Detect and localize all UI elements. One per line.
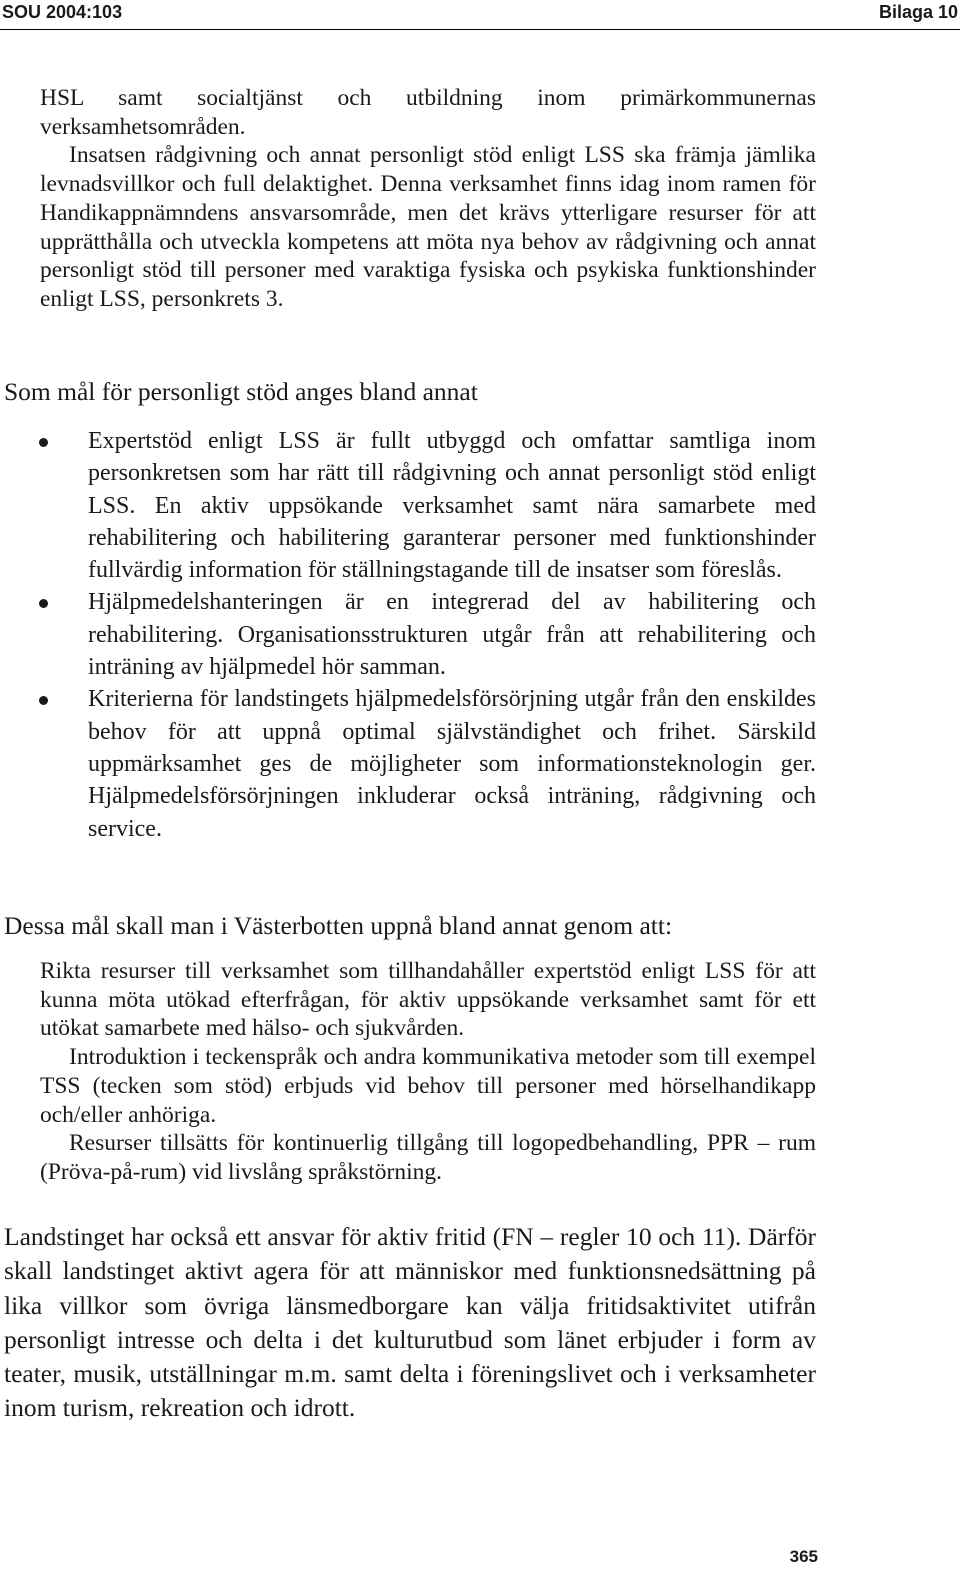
list-item <box>0 586 820 683</box>
paragraph: HSL samt socialtjänst och utbildning inom primärkommunernas verksamhetsområden. <box>40 85 816 140</box>
closing-paragraph: Landstinget har också ett ansvar för aktiv fritid (FN – regler 10 och 11). Därför skall landstinget aktivt agera för att människor med funktionsnedsättning på lika villkor som övriga länsmedborgare kan välja fritidsaktivitet utifrån personligt intresse och delta i det kulturutbud som länet erbjuder i form av teater, musik, utställningar m.m. samt delta i föreningslivet och i verksamheter inom turism, rekreation och idrott. <box>4 1222 816 1423</box>
bullet-icon <box>39 696 48 705</box>
bullet-icon <box>39 599 48 608</box>
page-header <box>0 0 960 30</box>
list-item-text: Kriterierna för landstingets hjälpmedelsförsörjning utgår från den enskildes behov för att uppnå optimal självständighet och frihet. Särskild uppmärksamhet ges de möjligheter som informationsteknologin ger. Hjälpmedelsförsörjningen inkluderar också inträning, rådgivning och service. <box>88 686 816 842</box>
paragraph: Insatsen rådgivning och annat personligt stöd enligt LSS ska främja jämlika levnadsvillkor och full delaktighet. Denna verksamhet finns idag inom ramen för Handikappnämndens ansvarsområde, men det krävs ytterligare resurser för att upprätthålla och utveckla kompetens att möta nya behov av rådgivning och annat personligt stöd till personer med varaktiga fysiska och psykiska funktionshinder enligt LSS, personkrets 3. <box>40 142 816 312</box>
intro-section <box>40 84 816 314</box>
bullet-icon <box>39 438 48 447</box>
list-item-text: Expertstöd enligt LSS är fullt utbyggd och omfattar samtliga inom personkretsen som har rätt till rådgivning och annat personligt stöd enligt LSS. En aktiv uppsökande verksamhet samt nära samarbete med rehabilitering och habilitering garanterar personer med funktionshinder fullvärdig information för ställningstagande till de insatser som föreslås. <box>88 428 816 584</box>
list-item-text: Hjälpmedelshanteringen är en integrerad del av habilitering och rehabilitering. Organisationsstrukturen utgår från att rehabilitering och inträning av hjälpmedel hör samman. <box>88 589 816 681</box>
appendix-label: Bilaga 10 <box>878 2 958 22</box>
goal-list <box>0 425 820 845</box>
lead-sentence: Som mål för personligt stöd anges bland annat <box>4 377 478 406</box>
measures-section <box>40 957 816 1187</box>
page-number: 365 <box>789 1547 818 1566</box>
paragraph: Rikta resurser till verksamhet som tillhandahåller expertstöd enligt LSS för att kunna möta utökad efterfrågan, för aktiv uppsökande verksamhet samt för ett utökat samarbete med hälso- och sjukvården. <box>40 958 816 1042</box>
list-item <box>0 425 820 586</box>
report-id: SOU 2004:103 <box>2 2 123 22</box>
paragraph: Introduktion i teckenspråk och andra kommunikativa metoder som till exempel TSS (tecken som stöd) erbjuds vid behov till personer med hörselhandikapp och/eller anhöriga. <box>40 1044 816 1128</box>
paragraph: Resurser tillsätts för kontinuerlig tillgång till logopedbehandling, PPR – rum (Pröva-på-rum) vid livslång språkstörning. <box>40 1130 816 1185</box>
lead-sentence: Dessa mål skall man i Västerbotten uppnå bland annat genom att: <box>4 911 673 940</box>
list-item <box>0 683 820 844</box>
